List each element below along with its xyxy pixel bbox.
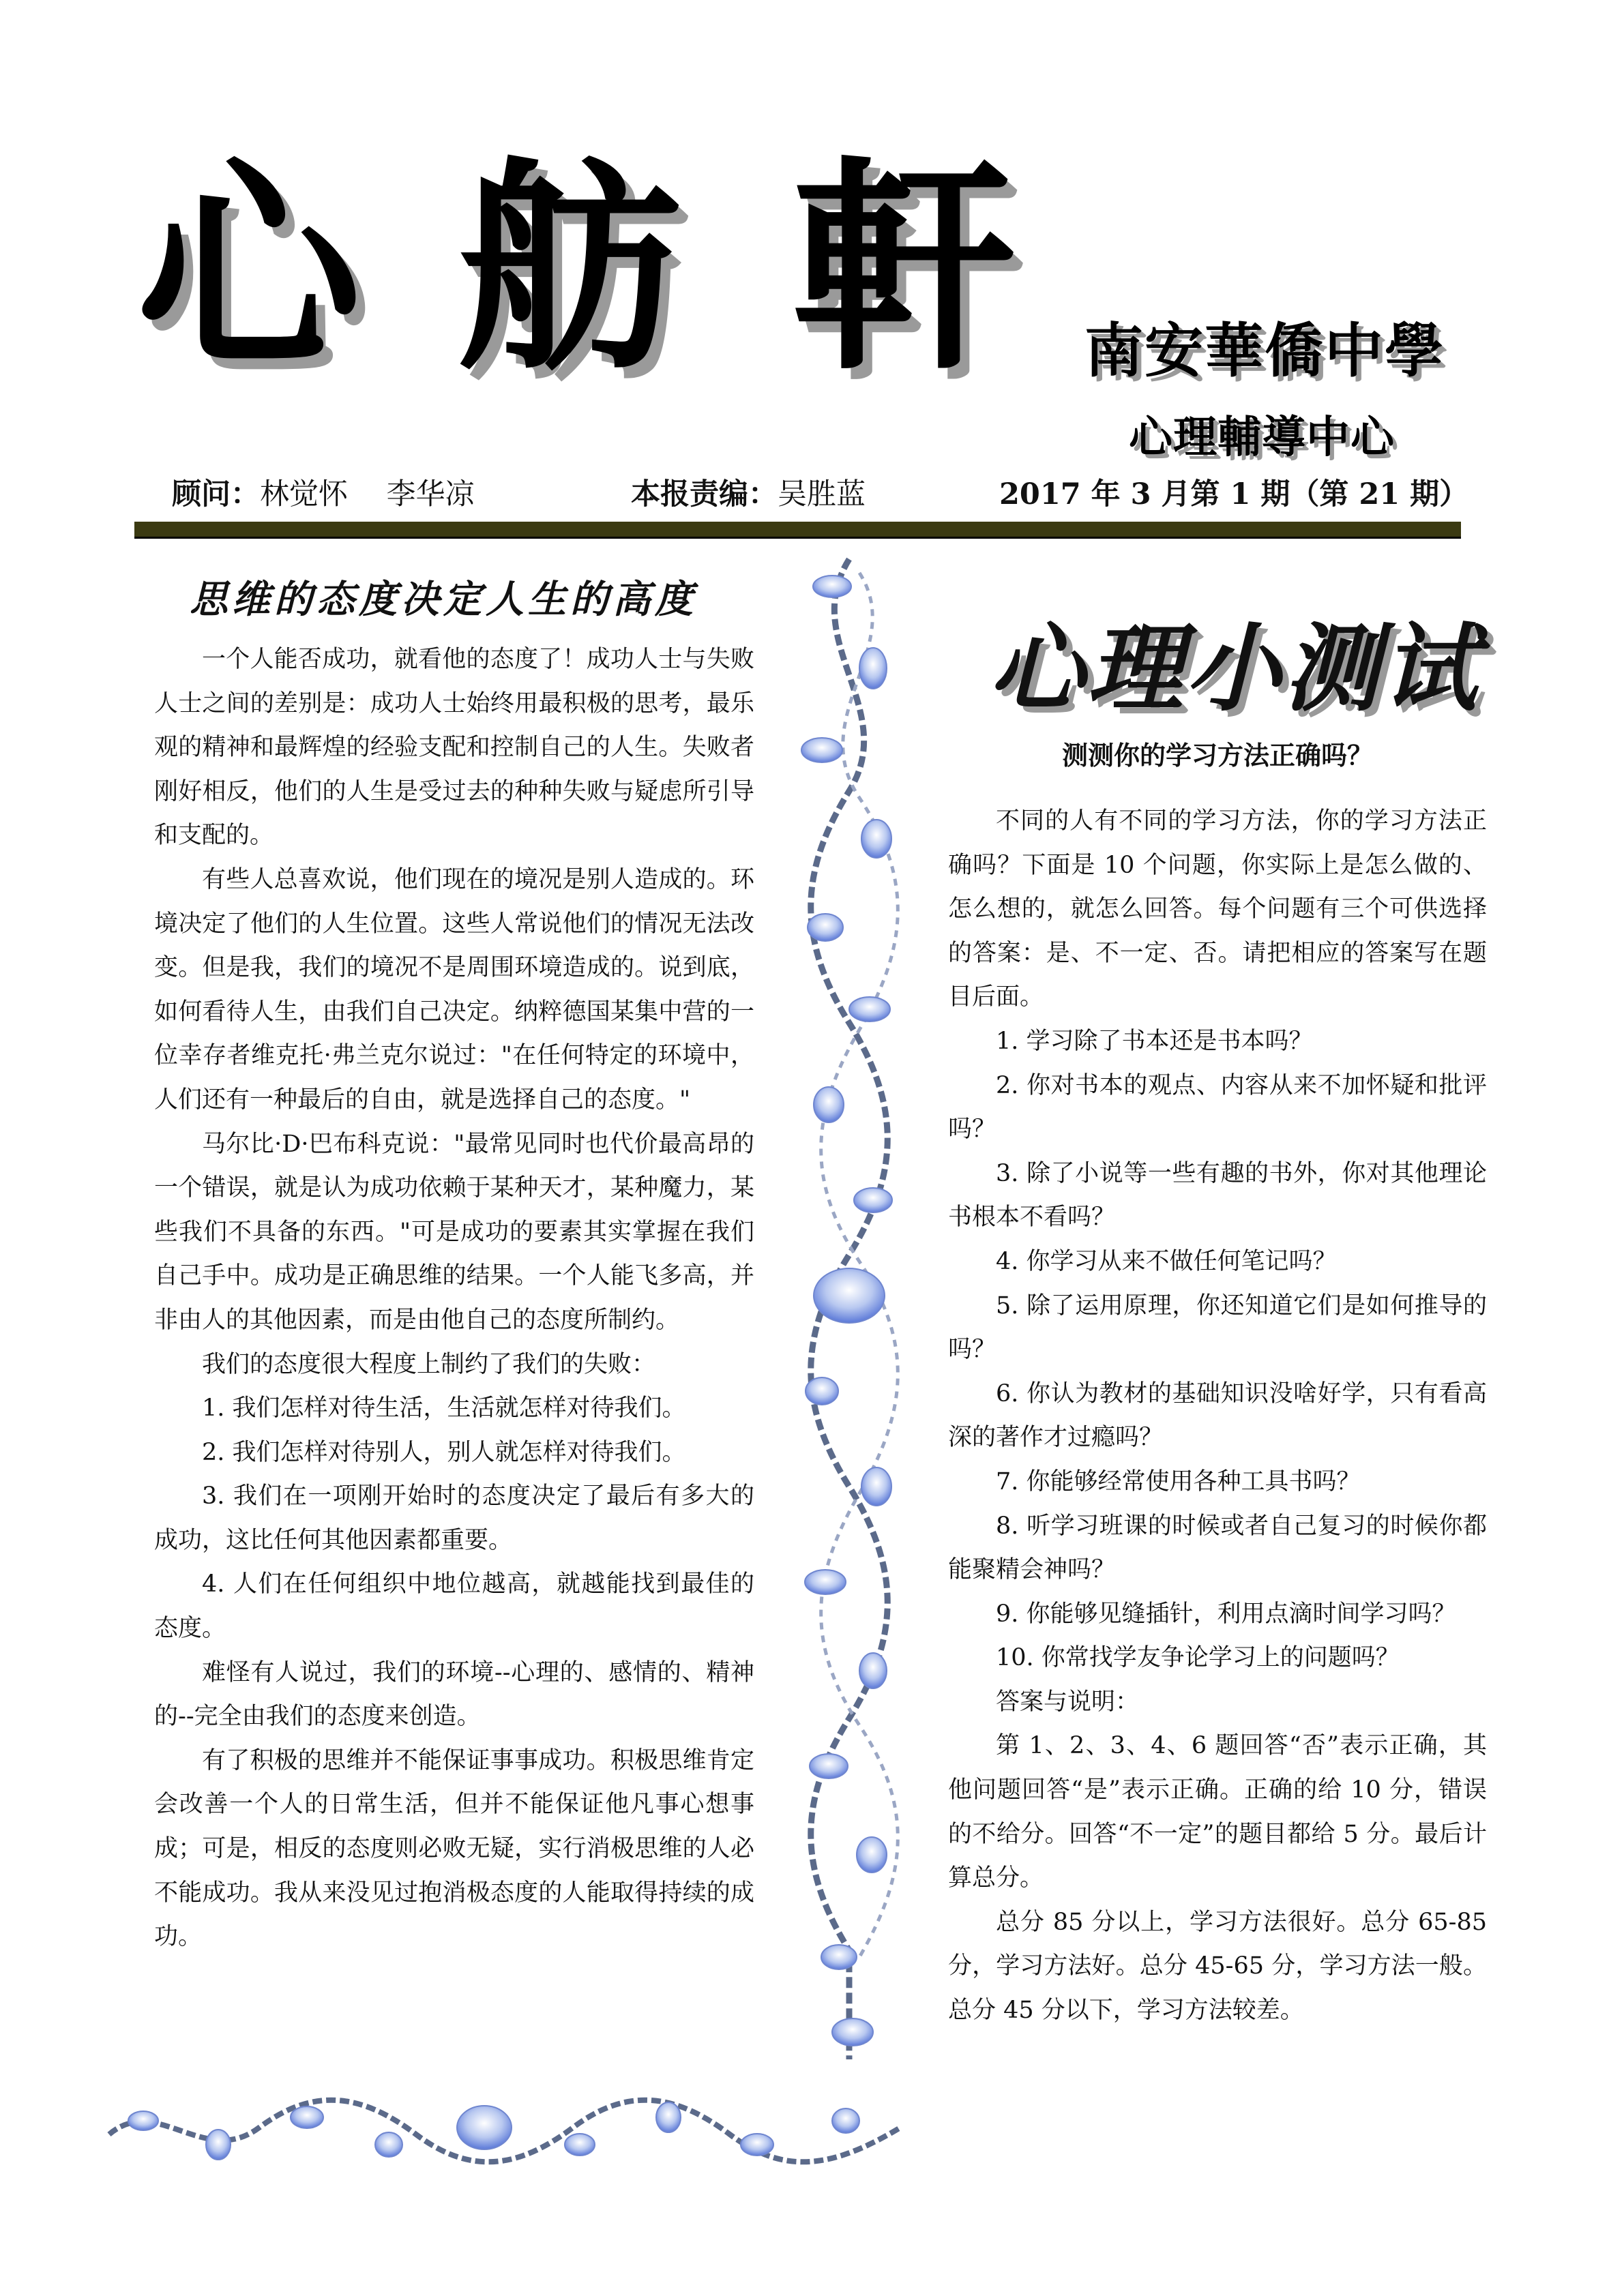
article-paragraph: 有了积极的思维并不能保证事事成功。积极思维肯定会改善一个人的日常生活，但并不能保证他凡事心想事成；可是，相反的态度则必败无疑，实行消极思维的人必不能成功。我从来没见过抱消极态度的人能取得持续的成功。 bbox=[154, 1746, 754, 1951]
masthead-char-1: 心 bbox=[136, 138, 361, 400]
quiz-question: 2. 你对书本的观点、内容从来不加怀疑和批评吗？ bbox=[948, 1071, 1487, 1144]
article-list-item: 3. 我们在一项刚开始时的态度决定了最后有多大的成功，这比任何其他因素都重要。 bbox=[154, 1482, 754, 1554]
scoring-guide: 总分 85 分以上，学习方法很好。总分 65-85 分，学习方法好。总分 45-65 分，学习方法一般。总分 45 分以下，学习方法较差。 bbox=[948, 1908, 1487, 2025]
masthead-char-2: 舫 bbox=[457, 138, 682, 400]
quiz-question: 4. 你学习从来不做任何笔记吗？ bbox=[996, 1247, 1337, 1275]
quiz-question: 5. 除了运用原理，你还知道它们是如何推导的吗？ bbox=[948, 1292, 1487, 1364]
quiz-intro: 不同的人有不同的学习方法，你的学习方法正确吗？下面是 10 个问题，你实际上是怎么做的、怎么想的，就怎么回答。每个问题有三个可供选择的答案：是、不一定、否。请把相应的答案写在题目后面。 bbox=[948, 807, 1487, 1011]
article-list-item: 2. 我们怎样对待别人，别人就怎样对待我们。 bbox=[202, 1438, 686, 1466]
editor-info bbox=[631, 471, 866, 518]
quiz-question: 6. 你认为教材的基础知识没啥好学，只有看高深的著作才过瘾吗？ bbox=[948, 1380, 1487, 1452]
article-paragraph: 一个人能否成功，就看他的态度了！成功人士与失败人士之间的差别是：成功人士始终用最积极的思考，最乐观的精神和最辉煌的经验支配和控制自己的人生。失败者刚好相反，他们的人生是受过去的种种失败与疑虑所引导和支配的。 bbox=[154, 646, 754, 850]
article-title: 思维的态度决定人生的高度 bbox=[190, 577, 697, 622]
masthead-char-3: 軒 bbox=[791, 138, 1016, 400]
quiz-column bbox=[948, 614, 1487, 2033]
quiz-question: 10. 你常找学友争论学习上的问题吗？ bbox=[996, 1644, 1400, 1672]
school-name: 南安華僑中學 bbox=[1084, 317, 1445, 385]
editor-name: 吴胜蓝 bbox=[778, 477, 866, 511]
quiz-question: 1. 学习除了书本还是书本吗？ bbox=[996, 1027, 1313, 1055]
article-column bbox=[154, 569, 754, 1959]
answer-rule: 第 1、2、3、4、6 题回答“否”表示正确，其他问题回答“是”表示正确。正确的给 10 分，错误的不给分。回答“不一定”的题目都给 5 分。最后计算总分。 bbox=[948, 1732, 1487, 1892]
quiz-question: 3. 除了小说等一些有趣的书外，你对其他理论书根本不看吗？ bbox=[948, 1159, 1487, 1232]
quiz-subtitle: 测测你的学习方法正确吗？ bbox=[1061, 741, 1373, 771]
advisor-info bbox=[172, 471, 475, 518]
answer-title: 答案与说明： bbox=[996, 1688, 1140, 1716]
quiz-heading: 心理小测试 bbox=[989, 614, 1481, 725]
counseling-center-name: 心理輔導中心 bbox=[1129, 413, 1395, 463]
article-paragraph: 有些人总喜欢说，他们现在的境况是别人造成的。环境决定了他们的人生位置。这些人常说他们的情况无法改变。但是我，我们的境况不是周围环境造成的。说到底，如何看待人生，由我们自己决定。纳粹德国某集中营的一位幸存者维克托·弗兰克尔说过："在任何特定的环境中，人们还有一种最后的自由，就是选择自己的态度。" bbox=[154, 865, 754, 1114]
quiz-question: 8. 听学习班课的时候或者自己复习的时候你都能聚精会神吗？ bbox=[948, 1512, 1487, 1584]
article-paragraph: 难怪有人说过，我们的环境--心理的、感情的、精神的--完全由我们的态度来创造。 bbox=[154, 1658, 754, 1731]
decorative-vine-border bbox=[757, 546, 941, 2066]
article-list-item: 4. 人们在任何组织中地位越高，就越能找到最佳的态度。 bbox=[154, 1570, 754, 1643]
header-divider bbox=[134, 522, 1461, 539]
article-list-item: 1. 我们怎样对待生活，生活就怎样对待我们。 bbox=[202, 1395, 686, 1422]
advisor-label: 顾问： bbox=[172, 477, 260, 511]
editor-label: 本报责编： bbox=[631, 477, 778, 511]
masthead-logo bbox=[136, 138, 1064, 443]
article-paragraph: 我们的态度很大程度上制约了我们的失败： bbox=[202, 1350, 656, 1378]
quiz-question: 7. 你能够经常使用各种工具书吗？ bbox=[996, 1467, 1361, 1495]
issue-number: 2017 年 3 月第 1 期（第 21 期） bbox=[999, 477, 1469, 511]
article-paragraph: 马尔比·D·巴布科克说："最常见同时也代价最高昂的一个错误，就是认为成功依赖于某种天才，某种魔力，某些我们不具备的东西。"可是成功的要素其实掌握在我们自己手中。成功是正确思维的结果。一个人能飞多高，并非由人的其他因素，而是由他自己的态度所制约。 bbox=[154, 1130, 754, 1334]
quiz-question: 9. 你能够见缝插针，利用点滴时间学习吗？ bbox=[996, 1600, 1456, 1628]
advisor-names: 林觉怀 李华凉 bbox=[260, 477, 475, 511]
decorative-bottom-border bbox=[102, 2080, 907, 2175]
